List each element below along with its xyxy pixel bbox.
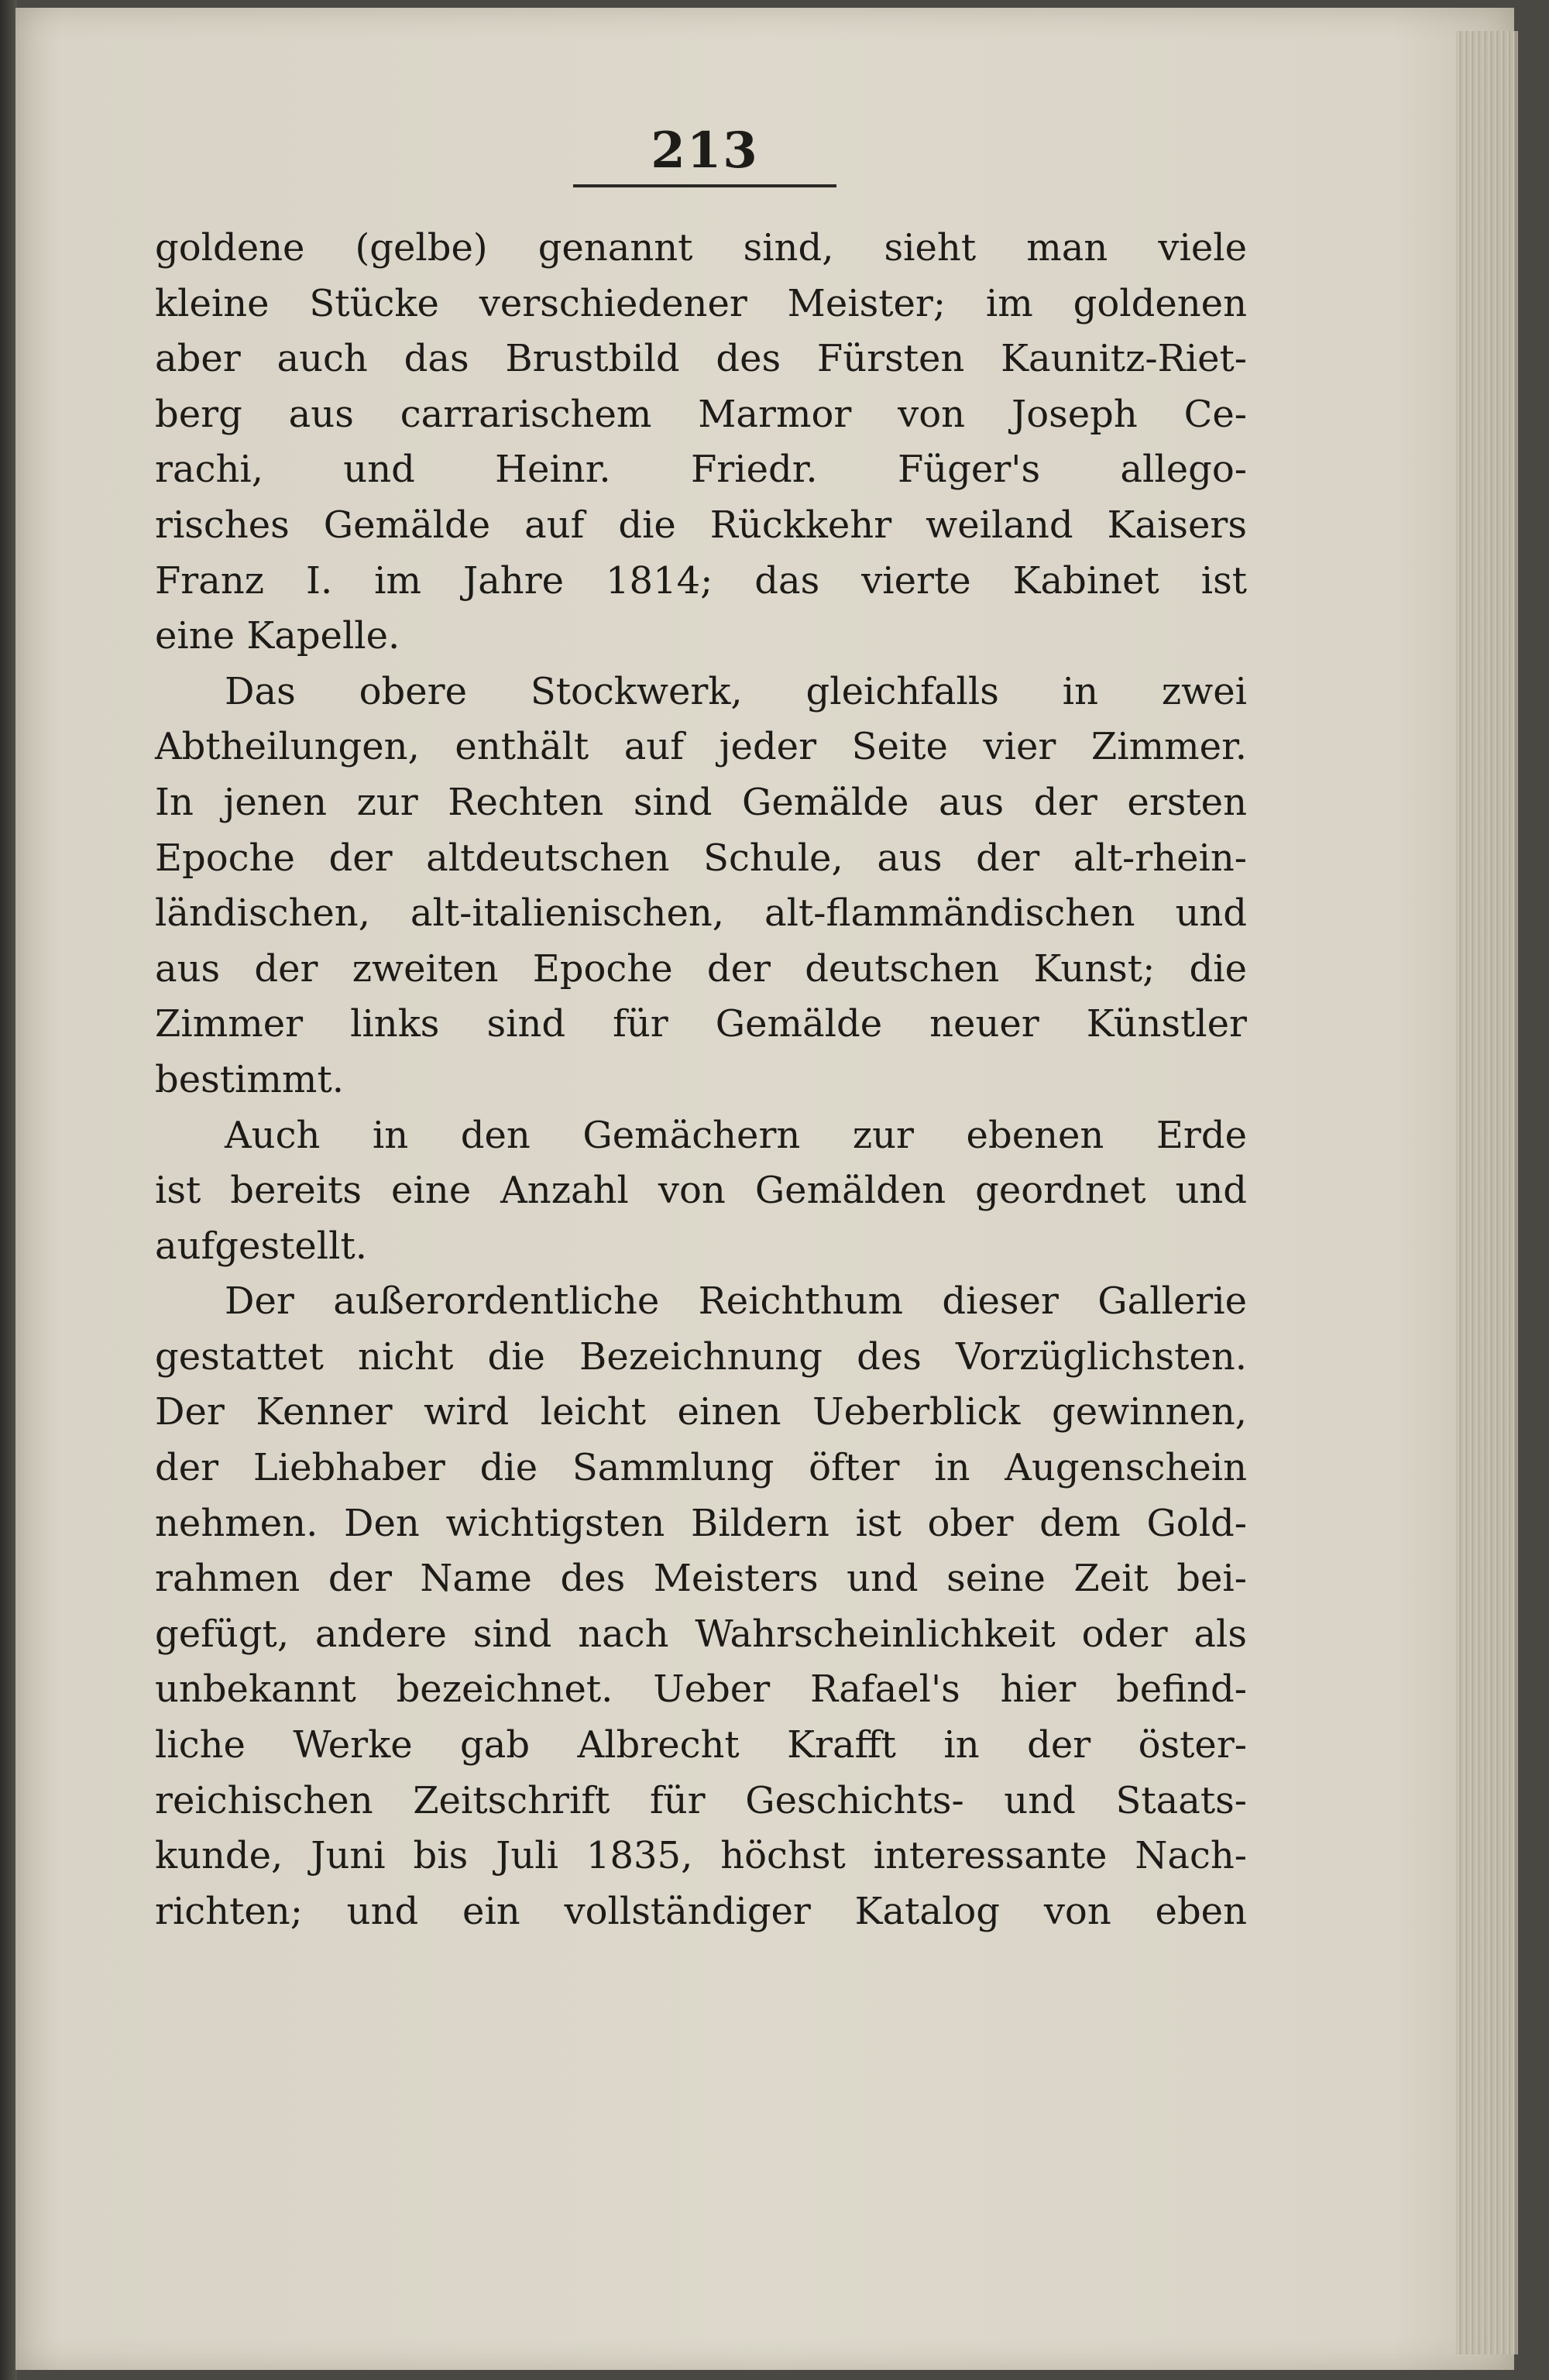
text-line: rachi, und Heinr. Friedr. Füger's allego- <box>155 448 1247 492</box>
text-line: berg aus carrarischem Marmor von Joseph Ce- <box>155 392 1247 436</box>
text-line: In jenen zur Rechten sind Gemälde aus der ersten <box>155 780 1247 824</box>
text-line: ländischen, alt-italienischen, alt-flammändischen und <box>155 891 1247 936</box>
text-line: gestattet nicht die Bezeichnung des Vorzüglichsten. <box>155 1334 1247 1379</box>
text-line: Der Kenner wird leicht einen Ueberblick gewinnen, <box>155 1390 1247 1434</box>
text-line: Zimmer links sind für Gemälde neuer Künstler <box>155 1002 1247 1046</box>
text-line: der Liebhaber die Sammlung öfter in Augenschein <box>155 1446 1247 1490</box>
text-line: aus der zweiten Epoche der deutschen Kunst; die <box>155 946 1247 991</box>
text-line: risches Gemälde auf die Rückkehr weiland Kaisers <box>155 503 1247 547</box>
page-number: 213 <box>651 122 759 180</box>
text-line: Abtheilungen, enthält auf jeder Seite vier Zimmer. <box>155 725 1247 769</box>
text-line: richten; und ein vollständiger Katalog von eben <box>155 1889 1247 1933</box>
page-header <box>573 124 836 187</box>
text-line: kunde, Juni bis Juli 1835, höchst interessante Nach- <box>155 1834 1247 1878</box>
text-line: rahmen der Name des Meisters und seine Zeit bei- <box>155 1557 1247 1601</box>
text-line: aber auch das Brustbild des Fürsten Kaunitz-Riet- <box>155 337 1247 381</box>
text-line: bestimmt. <box>155 1057 344 1101</box>
paragraph <box>155 1274 1247 1939</box>
text-line: ist bereits eine Anzahl von Gemälden geordnet und <box>155 1169 1247 1213</box>
paragraph <box>155 665 1247 1108</box>
paragraph <box>155 221 1247 665</box>
text-line: reichischen Zeitschrift für Geschichts- und Staats- <box>155 1778 1247 1822</box>
paragraph <box>155 1108 1247 1275</box>
text-line: Das obere Stockwerk, gleichfalls in zwei <box>225 669 1247 713</box>
text-line: eine Kapelle. <box>155 614 400 658</box>
text-line: nehmen. Den wichtigsten Bildern ist ober dem Gold- <box>155 1501 1247 1545</box>
text-line: liche Werke gab Albrecht Krafft in der öster- <box>155 1723 1247 1767</box>
body-text <box>155 221 1247 1939</box>
text-line: aufgestellt. <box>155 1224 368 1268</box>
text-line: goldene (gelbe) genannt sind, sieht man viele <box>155 226 1247 270</box>
binding-shadow <box>0 0 17 2380</box>
text-line: Franz I. im Jahre 1814; das vierte Kabinet ist <box>155 558 1247 603</box>
page-edge-stack <box>1456 31 1518 2354</box>
text-line: Auch in den Gemächern zur ebenen Erde <box>225 1113 1247 1157</box>
text-line: Der außerordentliche Reichthum dieser Gallerie <box>225 1279 1247 1324</box>
text-line: kleine Stücke verschiedener Meister; im goldenen <box>155 281 1247 325</box>
text-line: gefügt, andere sind nach Wahrscheinlichkeit oder als <box>155 1612 1247 1656</box>
text-line: Epoche der altdeutschen Schule, aus der alt-rhein- <box>155 836 1247 880</box>
header-rule <box>573 184 836 187</box>
text-line: unbekannt bezeichnet. Ueber Rafael's hier befind- <box>155 1667 1247 1712</box>
